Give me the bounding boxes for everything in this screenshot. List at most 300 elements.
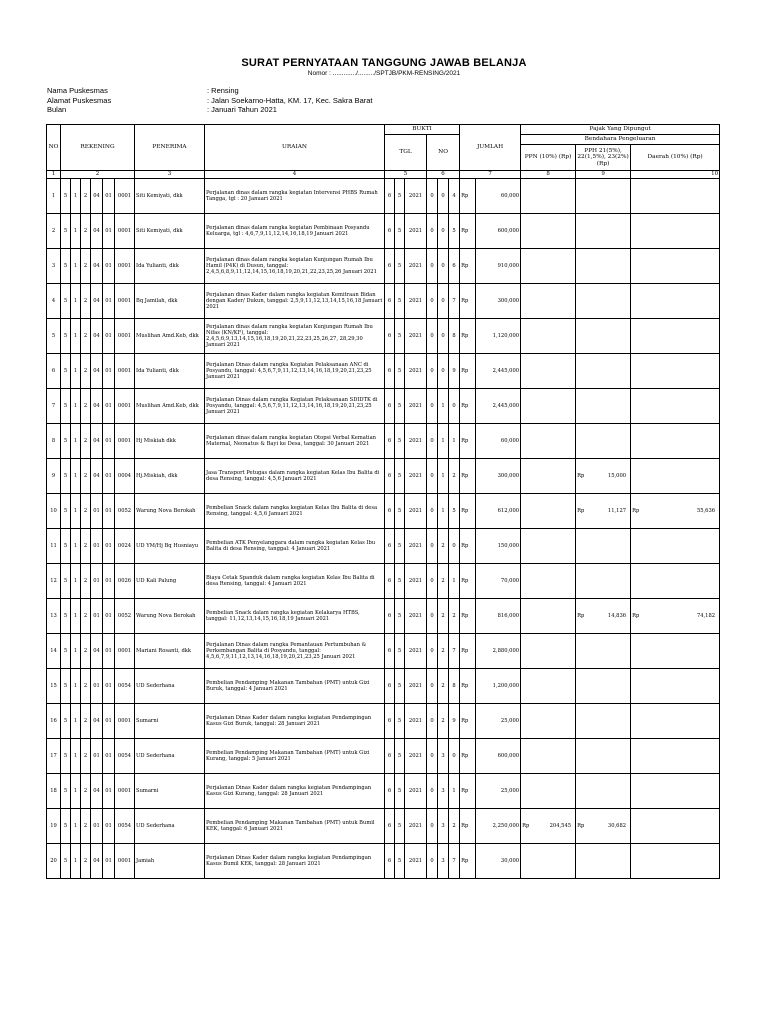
cell-ppn [521,179,576,214]
cell-rek-1: 5 [61,774,71,809]
cell-rek-2: 1 [71,704,81,739]
cell-no-2: 0 [438,319,449,354]
cell-rp: Rp [460,424,476,459]
cell-no-3: 0 [449,739,460,774]
cell-bukti-2: 5 [395,179,405,214]
cell-daerah [631,774,720,809]
cell-no-1: 0 [427,214,438,249]
cell-no-1: 0 [427,179,438,214]
cell-rek-1: 5 [61,844,71,879]
cell-bukti-2: 5 [395,389,405,424]
cell-year: 2021 [405,529,427,564]
cell-jumlah: 25,000 [476,704,521,739]
cell-rek-3: 2 [81,389,91,424]
cell-rek-5: 01 [103,599,115,634]
cell-rek-2: 1 [71,774,81,809]
cell-rek-6: 0001 [115,634,135,669]
cell-bukti-1: 6 [385,564,395,599]
cell-no-1: 0 [427,564,438,599]
cell-rek-5: 01 [103,669,115,704]
cell-bukti-1: 6 [385,319,395,354]
pph-rp: Rp [577,822,585,829]
cell-rp: Rp [460,494,476,529]
cell-rek-4: 01 [91,809,103,844]
cell-no-3: 1 [449,774,460,809]
cell-no-1: 0 [427,284,438,319]
cell-no-1: 0 [427,739,438,774]
header-bukti: BUKTI [385,125,460,135]
expense-table [46,124,720,879]
cell-rp: Rp [460,284,476,319]
col-number: 3 [135,171,205,179]
cell-rek-3: 2 [81,179,91,214]
cell-bukti-2: 5 [395,529,405,564]
cell-rek-1: 5 [61,424,71,459]
cell-rek-6: 0001 [115,389,135,424]
cell-bukti-1: 6 [385,809,395,844]
cell-rek-5: 01 [103,494,115,529]
cell-uraian: Perjalanan Dinas Kader dalam rangka kegiatan Pendampingan Kasus Bumil KEK, tanggal: 28 Januari 2021 [205,844,385,879]
cell-rp: Rp [460,529,476,564]
cell-no-2: 3 [438,774,449,809]
cell-rek-5: 01 [103,564,115,599]
cell-rek-1: 5 [61,739,71,774]
cell-rp: Rp [460,179,476,214]
cell-penerima: UD YM/Hj Bq Husniayu [135,529,205,564]
cell-no-2: 1 [438,389,449,424]
header-uraian: URAIAN [205,125,385,171]
cell-rek-2: 1 [71,389,81,424]
cell-uraian: Pembelian Pendamping Makanan Tambahan (PMT) untuk Gizi Kurang, tanggal: 5 Januari 2021 [205,739,385,774]
cell-rek-6: 0004 [115,459,135,494]
cell-rek-6: 0024 [115,529,135,564]
cell-bukti-1: 6 [385,774,395,809]
ppn-value: 204,545 [549,822,572,829]
cell-year: 2021 [405,354,427,389]
cell-rek-2: 1 [71,459,81,494]
cell-rek-1: 5 [61,319,71,354]
cell-daerah [631,284,720,319]
header-pajak: Pajak Yang Dipungut [521,125,720,135]
cell-rek-2: 1 [71,739,81,774]
cell-no: 3 [47,249,61,284]
cell-pph [576,494,631,529]
table-row [47,214,720,249]
cell-penerima: Mariani Rosanti, dkk [135,634,205,669]
cell-ppn [521,494,576,529]
cell-jumlah: 612,000 [476,494,521,529]
header-tgl: TGL [385,135,427,171]
table-row [47,249,720,284]
table-row [47,809,720,844]
cell-rek-2: 1 [71,354,81,389]
cell-penerima: Siti Kemiyati, dkk [135,179,205,214]
table-row [47,389,720,424]
cell-ppn [521,284,576,319]
cell-rek-1: 5 [61,459,71,494]
cell-rek-3: 2 [81,354,91,389]
cell-rek-4: 04 [91,389,103,424]
cell-rek-5: 01 [103,844,115,879]
cell-no-3: 7 [449,634,460,669]
cell-year: 2021 [405,389,427,424]
cell-pph [576,179,631,214]
cell-bukti-2: 5 [395,284,405,319]
cell-rek-2: 1 [71,424,81,459]
cell-year: 2021 [405,704,427,739]
cell-rek-2: 1 [71,319,81,354]
pph-value: 30,682 [607,822,627,829]
pph-value: 14,836 [607,612,627,619]
cell-rp: Rp [460,389,476,424]
cell-no-1: 0 [427,389,438,424]
cell-ppn [521,354,576,389]
cell-no-3: 8 [449,319,460,354]
cell-uraian: Perjalanan Dinas Kader dalam rangka kegiatan Pendampingan Kasus Gizi Buruk, tanggal: 28 Januari 2021 [205,704,385,739]
cell-no-1: 0 [427,844,438,879]
cell-rek-3: 2 [81,774,91,809]
cell-rp: Rp [460,634,476,669]
cell-bukti-2: 5 [395,214,405,249]
cell-rek-1: 5 [61,529,71,564]
cell-no-2: 1 [438,494,449,529]
cell-rek-6: 0001 [115,214,135,249]
cell-no: 9 [47,459,61,494]
cell-rek-3: 2 [81,599,91,634]
cell-jumlah: 2,880,000 [476,634,521,669]
cell-jumlah: 816,000 [476,599,521,634]
cell-rek-5: 01 [103,389,115,424]
table-row [47,529,720,564]
cell-ppn [521,774,576,809]
cell-no: 19 [47,809,61,844]
cell-no-3: 9 [449,704,460,739]
cell-rek-5: 01 [103,459,115,494]
cell-no: 15 [47,669,61,704]
daerah-rp: Rp [632,612,640,619]
cell-jumlah: 70,000 [476,564,521,599]
cell-penerima: Hj.Miskiah, dkk [135,459,205,494]
cell-bukti-2: 5 [395,494,405,529]
cell-ppn [521,809,576,844]
cell-pph [576,459,631,494]
cell-rek-2: 1 [71,844,81,879]
cell-rek-6: 0054 [115,739,135,774]
cell-daerah [631,459,720,494]
cell-no-3: 2 [449,459,460,494]
cell-bukti-2: 5 [395,354,405,389]
cell-daerah [631,634,720,669]
cell-rek-5: 01 [103,809,115,844]
cell-rp: Rp [460,249,476,284]
cell-year: 2021 [405,739,427,774]
cell-no-3: 7 [449,284,460,319]
table-row [47,459,720,494]
cell-rek-2: 1 [71,249,81,284]
cell-penerima: UD Sederhana [135,739,205,774]
cell-daerah [631,249,720,284]
cell-rp: Rp [460,599,476,634]
cell-ppn [521,704,576,739]
cell-rek-3: 2 [81,634,91,669]
cell-bukti-1: 6 [385,704,395,739]
cell-rek-5: 01 [103,214,115,249]
table-row [47,599,720,634]
col-number: 6 [427,171,460,179]
cell-rek-5: 01 [103,739,115,774]
cell-penerima: Warung Nova Berokah [135,494,205,529]
cell-rek-6: 0001 [115,284,135,319]
cell-uraian: Perjalanan dinas dalam rangka kegiatan Otopsi Verbal Kematian Maternal, Neonatus & Bayi ke Desa, tanggal: 30 Januari 2021 [205,424,385,459]
cell-penerima: Sumarni [135,704,205,739]
cell-rek-3: 2 [81,424,91,459]
cell-no: 18 [47,774,61,809]
cell-penerima: Hj Miskiah dkk [135,424,205,459]
cell-rek-3: 2 [81,704,91,739]
table-row [47,844,720,879]
cell-no-2: 3 [438,809,449,844]
cell-pph [576,284,631,319]
pph-rp: Rp [577,507,585,514]
cell-uraian: Perjalanan Dinas Kader dalam rangka kegiatan Pendampingan Kasus Gizi Kurang, tanggal: 28 Januari 2021 [205,774,385,809]
cell-rek-1: 5 [61,634,71,669]
cell-ppn [521,389,576,424]
cell-penerima: Bq Jamilah, dkk [135,284,205,319]
cell-rek-3: 2 [81,494,91,529]
cell-no: 11 [47,529,61,564]
cell-bukti-2: 5 [395,564,405,599]
table-row [47,669,720,704]
cell-rp: Rp [460,844,476,879]
col-number: 5 [385,171,427,179]
cell-rek-2: 1 [71,634,81,669]
cell-penerima: Warung Nova Berokah [135,599,205,634]
cell-jumlah: 910,000 [476,249,521,284]
cell-rek-4: 04 [91,424,103,459]
cell-no-1: 0 [427,669,438,704]
cell-bukti-1: 6 [385,179,395,214]
cell-no-2: 0 [438,179,449,214]
cell-uraian: Perjalanan Dinas dalam rangka Pemantauan Pertumbuhan & Perkembangan Balita di Posyandu, tanggal: 4,5,6,7,9,11,12,13,14,16,18,19,20,21,23,25 Januari 2021 [205,634,385,669]
cell-bukti-2: 5 [395,669,405,704]
table-row [47,774,720,809]
cell-pph [576,599,631,634]
cell-rek-4: 01 [91,739,103,774]
cell-daerah [631,494,720,529]
cell-daerah [631,564,720,599]
cell-rek-4: 04 [91,319,103,354]
cell-bukti-2: 5 [395,844,405,879]
cell-rek-6: 0001 [115,844,135,879]
cell-rek-4: 04 [91,774,103,809]
cell-no-2: 0 [438,354,449,389]
cell-bukti-1: 6 [385,599,395,634]
cell-jumlah: 1,120,000 [476,319,521,354]
cell-daerah [631,704,720,739]
header-ppn: PPN (10%) (Rp) [521,145,576,171]
cell-pph [576,354,631,389]
cell-no: 6 [47,354,61,389]
cell-bukti-1: 6 [385,389,395,424]
cell-pph [576,319,631,354]
cell-pph [576,389,631,424]
col-number: 4 [205,171,385,179]
header-daerah: Daerah (10%) (Rp) [631,145,720,171]
cell-rek-5: 01 [103,284,115,319]
cell-rek-6: 0001 [115,774,135,809]
cell-rek-6: 0001 [115,249,135,284]
cell-bukti-2: 5 [395,809,405,844]
table-row [47,319,720,354]
cell-rek-4: 04 [91,179,103,214]
cell-no-3: 8 [449,669,460,704]
cell-jumlah: 60,000 [476,179,521,214]
cell-rek-1: 5 [61,284,71,319]
cell-no-1: 0 [427,494,438,529]
cell-no-2: 0 [438,249,449,284]
cell-rek-5: 01 [103,774,115,809]
cell-rek-1: 5 [61,494,71,529]
col-number: 1 [47,171,61,179]
cell-rek-4: 01 [91,564,103,599]
col-number: 8 [521,171,576,179]
cell-year: 2021 [405,249,427,284]
header-pph: PPH 21(5%), 22(1,5%), 23(2%) (Rp) [576,145,631,171]
cell-daerah [631,529,720,564]
daerah-rp: Rp [632,507,640,514]
header-bendahara: Bendahara Pengeluaran [521,135,720,145]
cell-rp: Rp [460,809,476,844]
document-title: SURAT PERNYATAAN TANGGUNG JAWAB BELANJA [241,57,527,69]
cell-rek-5: 01 [103,179,115,214]
cell-rek-5: 01 [103,424,115,459]
cell-jumlah: 1,200,000 [476,669,521,704]
table-row [47,634,720,669]
cell-year: 2021 [405,179,427,214]
cell-no: 8 [47,424,61,459]
cell-rek-1: 5 [61,809,71,844]
cell-ppn [521,529,576,564]
document-number: Nomor : ............./........./SPTJB/PKM-RENSING/2021 [307,70,461,77]
cell-ppn [521,319,576,354]
cell-rek-1: 5 [61,599,71,634]
cell-jumlah: 2,445,000 [476,354,521,389]
cell-pph [576,844,631,879]
cell-pph [576,564,631,599]
col-number: 9 [576,171,631,179]
cell-rek-3: 2 [81,564,91,599]
cell-ppn [521,634,576,669]
info-value: : Rensing [207,86,239,95]
cell-bukti-2: 5 [395,319,405,354]
cell-pph [576,704,631,739]
cell-pph [576,774,631,809]
cell-rek-4: 04 [91,844,103,879]
cell-daerah [631,354,720,389]
table-row [47,564,720,599]
cell-penerima: UD Sederhana [135,809,205,844]
cell-rek-1: 5 [61,669,71,704]
cell-ppn [521,424,576,459]
cell-rek-1: 5 [61,564,71,599]
cell-bukti-1: 6 [385,529,395,564]
cell-no: 20 [47,844,61,879]
cell-daerah [631,179,720,214]
cell-no-1: 0 [427,599,438,634]
cell-bukti-2: 5 [395,739,405,774]
cell-rek-3: 2 [81,249,91,284]
cell-no-2: 1 [438,424,449,459]
cell-rek-4: 04 [91,634,103,669]
cell-penerima: Ida Yulianti, dkk [135,249,205,284]
table-row [47,179,720,214]
cell-rek-2: 1 [71,809,81,844]
cell-daerah [631,599,720,634]
cell-jumlah: 2,445,000 [476,389,521,424]
cell-daerah [631,319,720,354]
info-label: Nama Puskesmas [47,86,108,95]
cell-daerah [631,739,720,774]
cell-rek-4: 04 [91,214,103,249]
header-rekening: REKENING [61,125,135,171]
pph-rp: Rp [577,472,585,479]
header-jumlah: JUMLAH [460,125,521,171]
cell-no-3: 6 [449,249,460,284]
cell-rek-6: 0001 [115,179,135,214]
cell-rek-3: 2 [81,739,91,774]
table-row [47,284,720,319]
cell-bukti-1: 6 [385,354,395,389]
cell-uraian: Jasa Transport Petugas dalam rangka kegiatan Kelas Ibu Balita di desa Rensing, tanggal: 4,5,6 Januari 2021 [205,459,385,494]
cell-no: 5 [47,319,61,354]
cell-rek-1: 5 [61,214,71,249]
cell-ppn [521,599,576,634]
cell-no-1: 0 [427,774,438,809]
cell-no-1: 0 [427,704,438,739]
table-row [47,354,720,389]
cell-rek-5: 01 [103,634,115,669]
cell-penerima: UD Kali Palung [135,564,205,599]
cell-rek-4: 04 [91,249,103,284]
col-number: 7 [460,171,521,179]
cell-rek-6: 0052 [115,494,135,529]
cell-no-3: 2 [449,599,460,634]
cell-bukti-2: 5 [395,424,405,459]
cell-year: 2021 [405,214,427,249]
info-label: Bulan [47,105,67,114]
cell-rek-4: 01 [91,494,103,529]
cell-rp: Rp [460,319,476,354]
cell-year: 2021 [405,424,427,459]
cell-uraian: Pembelian Snack dalam rangka kegiatan Kelas Ibu Balita di desa Rensing, tanggal: 4,5,6 Januari 2021 [205,494,385,529]
cell-bukti-2: 5 [395,634,405,669]
cell-bukti-2: 5 [395,599,405,634]
cell-no: 10 [47,494,61,529]
cell-bukti-1: 6 [385,669,395,704]
cell-no-1: 0 [427,809,438,844]
cell-rek-4: 04 [91,459,103,494]
cell-penerima: UD Sederhana [135,669,205,704]
cell-no-3: 4 [449,179,460,214]
cell-rek-2: 1 [71,564,81,599]
cell-uraian: Pembelian Snack dalam rangka kegiatan Kelakarya HTBS, tanggal: 11,12,13,14,15,16,18,19 Januari 2021 [205,599,385,634]
cell-no-2: 2 [438,529,449,564]
cell-no-3: 5 [449,214,460,249]
cell-rek-5: 01 [103,354,115,389]
cell-bukti-2: 5 [395,704,405,739]
cell-no: 17 [47,739,61,774]
cell-no-3: 0 [449,389,460,424]
